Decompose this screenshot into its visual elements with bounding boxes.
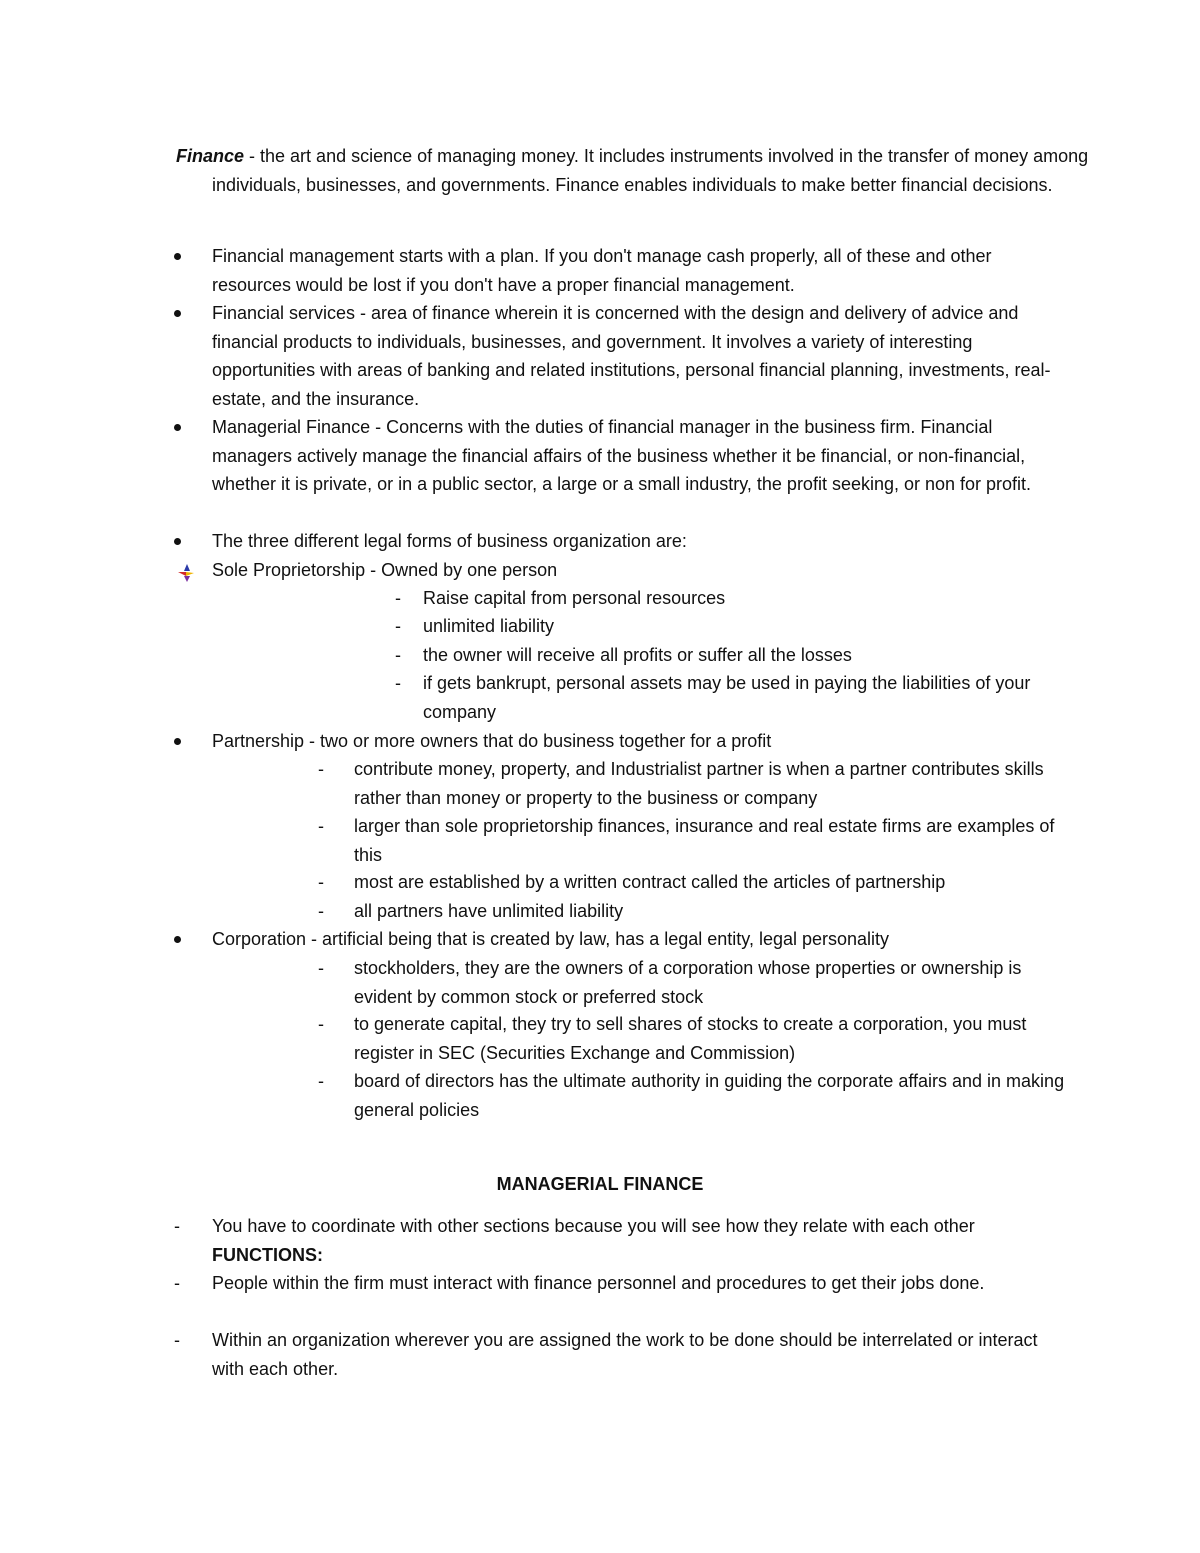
sole-detail-text: the owner will receive all profits or suffer all the losses [423, 645, 852, 665]
dash-marker: - [395, 673, 401, 693]
corporation-label: Corporation - artificial being that is created by law, has a legal entity, legal personality [212, 929, 890, 949]
sole-detail-item [395, 669, 1075, 726]
finance-definition: - the art and science of managing money. It includes instruments involved in the transfer of money among individuals, businesses, and governments. Finance enables individuals to make better financial decisions. [212, 146, 1089, 195]
dash-marker: - [174, 1330, 180, 1350]
dash-marker: - [174, 1273, 180, 1293]
section-heading: MANAGERIAL FINANCE [496, 1174, 704, 1194]
bullet-text: Financial management starts with a plan. If you don't manage cash properly, all of these and other resources would be lost if you don't have a proper financial management. [212, 246, 992, 295]
functions-label: FUNCTIONS: [212, 1245, 323, 1265]
sole-detail-item [395, 641, 1075, 670]
dash-marker: - [318, 958, 324, 978]
corporation-detail-text: board of directors has the ultimate authority in guiding the corporate affairs and in making general policies [354, 1071, 1065, 1120]
managerial-item [174, 1326, 1060, 1383]
dash-marker: - [318, 816, 324, 836]
bullet-item-corporation [174, 925, 1054, 954]
managerial-item [174, 1269, 1060, 1298]
managerial-item-text: Within an organization wherever you are assigned the work to be done should be interrelated or interact with each other. [212, 1330, 1038, 1379]
functions-line [174, 1241, 1060, 1270]
dash-marker: - [395, 645, 401, 665]
dash-marker: - [318, 872, 324, 892]
partnership-detail-text: all partners have unlimited liability [354, 901, 624, 921]
finance-term: Finance [176, 146, 245, 166]
bullet-text: The three different legal forms of business organization are: [212, 531, 687, 551]
partnership-detail-item [318, 812, 1078, 869]
bullet-text: Managerial Finance - Concerns with the duties of financial manager in the business firm. Financial managers actively manage the financial affairs of the business whether it be financial, or non-financial, whether it is private, or in a public sector, a large or a small industry, the profit seeking, or non for profit. [212, 417, 1032, 494]
sole-proprietorship-item [174, 556, 1054, 585]
intro-paragraph [176, 142, 1112, 199]
dash-marker: - [318, 1014, 324, 1034]
bullet-text: Financial services - area of finance wherein it is concerned with the design and delivery of advice and financial products to individuals, businesses, and government. It involves a variety of interesting opportunities with areas of banking and related institutions, personal financial planning, investments, real-estate, and the insurance. [212, 303, 1051, 409]
bullet-dot-icon [174, 538, 181, 545]
dash-marker: - [318, 901, 324, 921]
partnership-detail-text: larger than sole proprietorship finances, insurance and real estate firms are examples of this [354, 816, 1055, 865]
sole-detail-text: unlimited liability [423, 616, 555, 636]
partnership-detail-text: most are established by a written contract called the articles of partnership [354, 872, 946, 892]
partnership-label: Partnership - two or more owners that do business together for a profit [212, 731, 772, 751]
bullet-item-financial-services [174, 299, 1054, 413]
sole-detail-item [395, 584, 1075, 613]
corporation-detail-text: to generate capital, they try to sell shares of stocks to create a corporation, you must register in SEC (Securities Exchange and Commission) [354, 1014, 1027, 1063]
sole-proprietorship-label: Sole Proprietorship - Owned by one person [212, 560, 558, 580]
sole-detail-item [395, 612, 1075, 641]
partnership-detail-text: contribute money, property, and Industrialist partner is when a partner contributes skills rather than money or property to the business or company [354, 759, 1044, 808]
bullet-item-legal-forms [174, 527, 1054, 556]
bullet-item-partnership [174, 727, 1054, 756]
dash-marker: - [395, 588, 401, 608]
corporation-detail-item [318, 1010, 1078, 1067]
bullet-dot-icon [174, 738, 181, 745]
bullet-item-managerial-finance [174, 413, 1054, 499]
corporation-detail-text: stockholders, they are the owners of a corporation whose properties or ownership is evident by common stock or preferred stock [354, 958, 1022, 1007]
dash-marker: - [174, 1216, 180, 1236]
dash-marker: - [395, 616, 401, 636]
dash-marker: - [318, 1071, 324, 1091]
bullet-item-financial-management [174, 242, 1054, 299]
managerial-item [174, 1212, 1060, 1241]
partnership-detail-item [318, 868, 1078, 897]
managerial-item-text: People within the firm must interact with finance personnel and procedures to get their jobs done. [212, 1273, 985, 1293]
partnership-detail-item [318, 755, 1078, 812]
corporation-detail-item [318, 1067, 1078, 1124]
bullet-dot-icon [174, 424, 181, 431]
dash-marker: - [318, 759, 324, 779]
bullet-dot-icon [174, 310, 181, 317]
sole-detail-text: if gets bankrupt, personal assets may be used in paying the liabilities of your company [423, 673, 1031, 722]
corporation-detail-item [318, 954, 1078, 1011]
partnership-detail-item [318, 897, 1078, 926]
bullet-dot-icon [174, 253, 181, 260]
managerial-item-text: You have to coordinate with other sections because you will see how they relate with each other [212, 1216, 975, 1236]
sole-detail-text: Raise capital from personal resources [423, 588, 726, 608]
bullet-dot-icon [174, 936, 181, 943]
